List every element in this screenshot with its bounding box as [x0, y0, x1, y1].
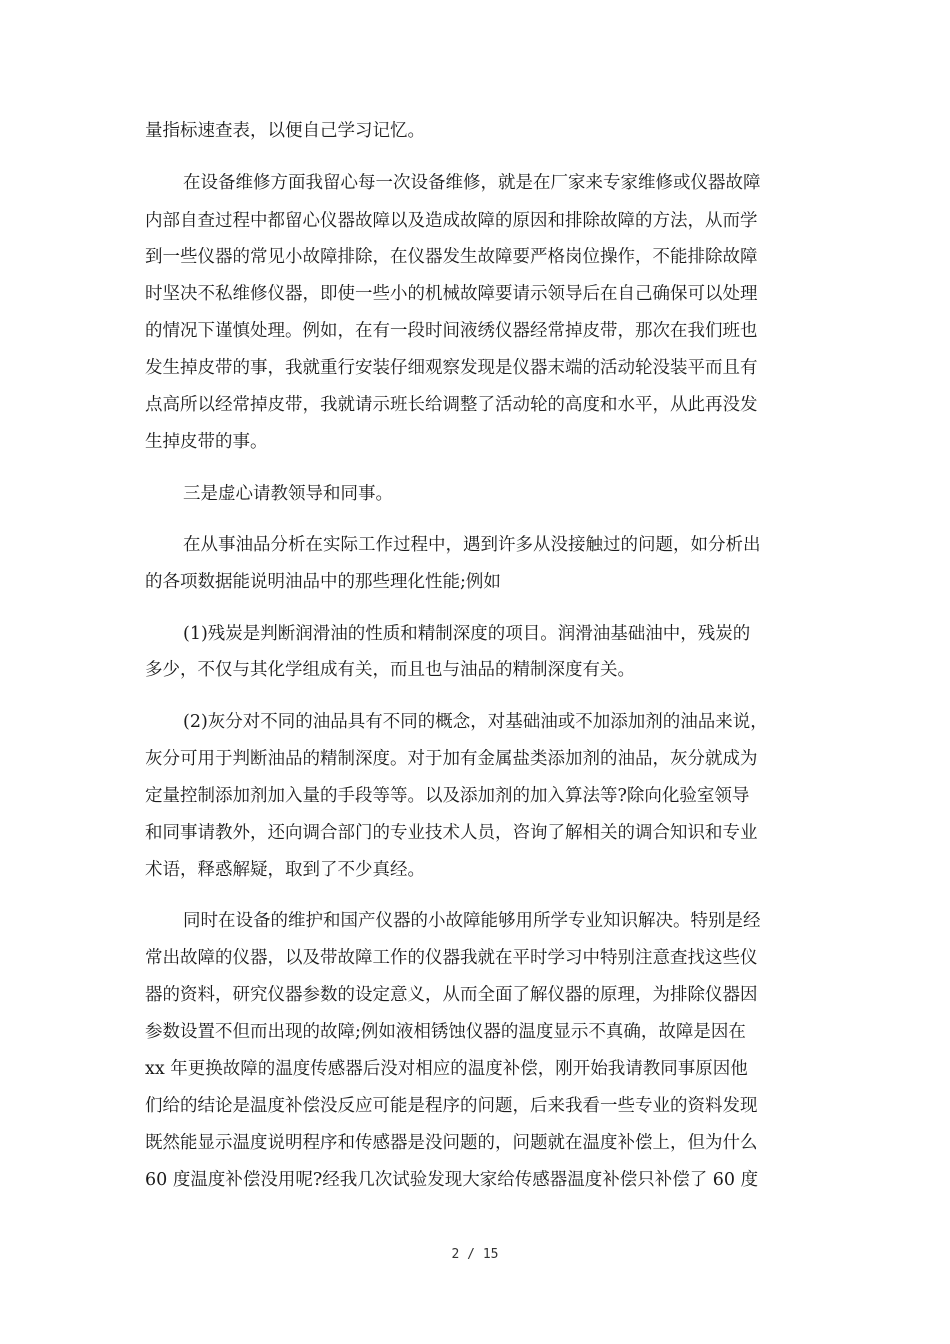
text-line: 内部自查过程中都留心仪器故障以及造成故障的原因和排除故障的方法，从而学 [145, 211, 758, 231]
text-line: 和同事请教外，还向调合部门的专业技术人员，咨询了解相关的调合知识和专业 [145, 823, 758, 843]
text-line: 术语，释惑解疑，取到了不少真经。 [145, 860, 425, 880]
text-line: (1)残炭是判断润滑油的性质和精制深度的项目。润滑油基础油中，残炭的 [183, 624, 751, 644]
text-line: 的各项数据能说明油品中的那些理化性能;例如 [145, 572, 501, 592]
text-line: 三是虚心请教领导和同事。 [183, 484, 393, 504]
text-line: 定量控制添加剂加入量的手段等等。以及添加剂的加入算法等?除向化验室领导 [145, 786, 750, 806]
text-line: 在从事油品分析在实际工作过程中，遇到许多从没接触过的问题，如分析出 [183, 535, 761, 555]
page-number: 2 / 15 [451, 1247, 499, 1262]
text-line: 们给的结论是温度补偿没反应可能是程序的问题，后来我看一些专业的资料发现 [145, 1096, 758, 1116]
text-line: 60 度温度补偿没用呢?经我几次试验发现大家给传感器温度补偿只补偿了 60 度 [145, 1170, 759, 1190]
text-line: (2)灰分对不同的油品具有不同的概念，对基础油或不加添加剂的油品来说， [183, 712, 768, 732]
text-line: 到一些仪器的常见小故障排除，在仪器发生故障要严格岗位操作，不能排除故障 [145, 247, 758, 267]
text-line: 在设备维修方面我留心每一次设备维修，就是在厂家来专家维修或仪器故障 [183, 173, 761, 193]
text-line: 时坚决不私维修仪器，即使一些小的机械故障要请示领导后在自己确保可以处理 [145, 284, 758, 304]
text-line: 发生掉皮带的事，我就重行安装仔细观察发现是仪器末端的活动轮没装平而且有 [145, 358, 758, 378]
text-line: 器的资料，研究仪器参数的设定意义，从而全面了解仪器的原理，为排除仪器因 [145, 985, 758, 1005]
text-line: 参数设置不但而出现的故障;例如液相锈蚀仪器的温度显示不真确，故障是因在 [145, 1022, 746, 1042]
text-line: 的情况下谨慎处理。例如，在有一段时间液绣仪器经常掉皮带，那次在我们班也 [145, 321, 758, 341]
text-line: 同时在设备的维护和国产仪器的小故障能够用所学专业知识解决。特别是经 [183, 911, 761, 931]
text-line: xx 年更换故障的温度传感器后没对相应的温度补偿，刚开始我请教同事原因他 [145, 1059, 748, 1079]
text-line: 生掉皮带的事。 [145, 432, 268, 452]
text-line: 常出故障的仪器，以及带故障工作的仪器我就在平时学习中特别注意查找这些仪 [145, 948, 758, 968]
text-line: 点高所以经常掉皮带，我就请示班长给调整了活动轮的高度和水平，从此再没发 [145, 395, 758, 415]
text-line: 灰分可用于判断油品的精制深度。对于加有金属盐类添加剂的油品，灰分就成为 [145, 749, 758, 769]
text-line: 多少，不仅与其化学组成有关，而且也与油品的精制深度有关。 [145, 660, 635, 680]
text-line: 量指标速查表，以便自己学习记忆。 [145, 121, 425, 141]
text-line: 既然能显示温度说明程序和传感器是没问题的，问题就在温度补偿上，但为什么 [145, 1133, 758, 1153]
